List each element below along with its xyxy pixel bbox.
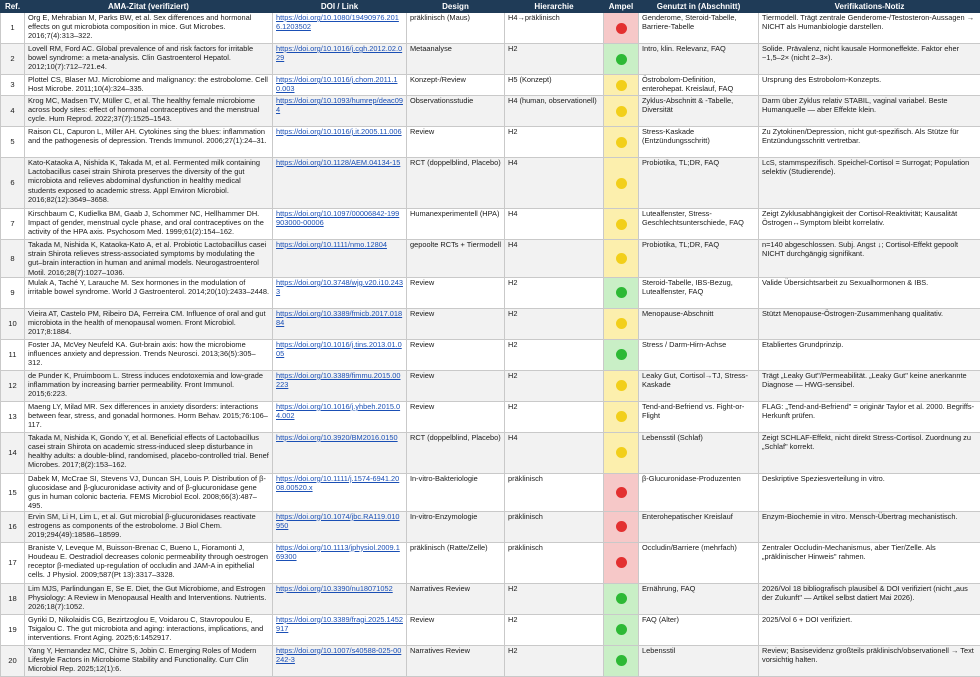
traffic-light-cell (604, 511, 639, 542)
table-row (1, 542, 980, 583)
hierarchy-cell: H5 (Konzept) (505, 75, 604, 96)
used-in-cell: Leaky Gut, Cortisol→TJ, Stress-Kaskade (639, 370, 759, 401)
doi-link[interactable]: https://doi.org/10.1093/humrep/deac094 (273, 96, 407, 127)
doi-link[interactable]: https://doi.org/10.1016/j.it.2005.11.006 (273, 127, 407, 158)
ref-cell: 12 (1, 370, 25, 401)
verification-note-cell: Zeigt Zyklusabhängigkeit der Cortisol-Reaktivität; Kausalität Östrogen↔Symptom bleibt korrelativ. (759, 209, 980, 240)
col-header-hierarchy: Hierarchie (505, 1, 604, 13)
table-row (1, 339, 980, 370)
ref-cell: 19 (1, 614, 25, 645)
design-cell: Konzept-/Review (407, 75, 505, 96)
col-header-used: Genutzt in (Abschnitt) (639, 1, 759, 13)
hierarchy-cell: H4 (human, observationell) (505, 96, 604, 127)
citation-cell: Kirschbaum C, Kudielka BM, Gaab J, Schommer NC, Hellhammer DH. Impact of gender, menstrual cycle phase, and oral contraceptives on the activity of the HPA axis. Psychosom Med. 1999;61(2):154–162. (25, 209, 273, 240)
design-cell: Humanexperimentell (HPA) (407, 209, 505, 240)
design-cell: In-vitro-Bakteriologie (407, 473, 505, 511)
verification-note-cell: Zu Zytokinen/Depression, nicht gut-spezifisch. Als Stütze für Entzündungsschritt vertretbar. (759, 127, 980, 158)
citation-cell: Lim MJS, Parlindungan E, Se E. Diet, the Gut Microbiome, and Estrogen Physiology: A Review in Menopausal Health and Interventions. Nutrients. 2026;18(7):1052. (25, 583, 273, 614)
citation-cell: Maeng LY, Milad MR. Sex differences in anxiety disorders: interactions between fear, stress, and gonadal hormones. Horm Behav. 2015;76:106–117. (25, 401, 273, 432)
citation-cell: Takada M, Nishida K, Kataoka-Kato A, et al. Probiotic Lactobacillus casei strain Shirota relieves stress-associated symptoms by modulating the gut–brain interaction in human and animal models. Neurogastroenterol Motil. 2016;28(7):1027–1036. (25, 240, 273, 278)
citation-cell: Ervin SM, Li H, Lim L, et al. Gut microbial β-glucuronidases reactivate estrogens as components of the estrobolome. J Biol Chem. 2019;294(49):18586–18599. (25, 511, 273, 542)
traffic-light-cell (604, 401, 639, 432)
doi-link[interactable]: https://doi.org/10.3389/fragi.2025.1452917 (273, 614, 407, 645)
traffic-light-cell (604, 13, 639, 44)
doi-link[interactable]: https://doi.org/10.1016/j.cgh.2012.02.029 (273, 44, 407, 75)
citation-cell: Org E, Mehrabian M, Parks BW, et al. Sex differences and hormonal effects on gut microbiota composition in mice. Gut Microbes. 2016;7(4):313–322. (25, 13, 273, 44)
design-cell: gepoolte RCTs + Tiermodell (407, 240, 505, 278)
col-header-note: Verifikations-Notiz (759, 1, 980, 13)
design-cell: Metaanalyse (407, 44, 505, 75)
doi-link[interactable]: https://doi.org/10.3389/fmicb.2017.01884 (273, 308, 407, 339)
used-in-cell: Lebensstil (Schlaf) (639, 432, 759, 473)
traffic-light-cell (604, 277, 639, 308)
verification-note-cell: Darm über Zyklus relativ STABIL, vaginal variabel. Beste Humanquelle — aber Effekte klein. (759, 96, 980, 127)
traffic-light-yellow-icon (616, 411, 627, 422)
doi-link[interactable]: https://doi.org/10.1080/19490976.2016.1203502 (273, 13, 407, 44)
hierarchy-cell: H2 (505, 44, 604, 75)
ref-cell: 1 (1, 13, 25, 44)
verification-note-cell: n=140 abgeschlossen. Subj. Angst ↓; Cortisol-Effekt gepoolt NICHT durchgängig signifikant. (759, 240, 980, 278)
traffic-light-cell (604, 44, 639, 75)
hierarchy-cell: H2 (505, 308, 604, 339)
traffic-light-cell (604, 583, 639, 614)
traffic-light-red-icon (616, 521, 627, 532)
hierarchy-cell: H2 (505, 277, 604, 308)
verification-note-cell: Enzym-Biochemie in vitro. Mensch-Übertrag mechanistisch. (759, 511, 980, 542)
verification-note-cell: Zeigt SCHLAF-Effekt, nicht direkt Stress-Cortisol. Zuordnung zu „Schlaf" korrekt. (759, 432, 980, 473)
traffic-light-yellow-icon (616, 253, 627, 264)
traffic-light-cell (604, 158, 639, 209)
verification-note-cell: 2025/Vol 6 + DOI verifiziert. (759, 614, 980, 645)
hierarchy-cell: H4 (505, 209, 604, 240)
table-row (1, 614, 980, 645)
design-cell: Observationsstudie (407, 96, 505, 127)
verification-note-cell: 2026/Vol 18 bibliografisch plausibel & DOI verifiziert (nicht „aus der Zukunft" — Artikel selbst datiert Mai 2026). (759, 583, 980, 614)
table-row (1, 44, 980, 75)
used-in-cell: Genderome, Steroid-Tabelle, Barriere-Tabelle (639, 13, 759, 44)
doi-link[interactable]: https://doi.org/10.3920/BM2016.0150 (273, 432, 407, 473)
table-row (1, 240, 980, 278)
doi-link[interactable]: https://doi.org/10.1016/j.tins.2013.01.005 (273, 339, 407, 370)
doi-link[interactable]: https://doi.org/10.1016/j.chom.2011.10.003 (273, 75, 407, 96)
ref-cell: 5 (1, 127, 25, 158)
traffic-light-yellow-icon (616, 106, 627, 117)
hierarchy-cell: H2 (505, 645, 604, 676)
design-cell: Review (407, 308, 505, 339)
used-in-cell: Östrobolom-Definition, enterohepat. Kreislauf, FAQ (639, 75, 759, 96)
ref-cell: 2 (1, 44, 25, 75)
traffic-light-cell (604, 473, 639, 511)
doi-link[interactable]: https://doi.org/10.1128/AEM.04134-15 (273, 158, 407, 209)
verification-note-cell: Stützt Menopause-Östrogen-Zusammenhang qualitativ. (759, 308, 980, 339)
design-cell: Review (407, 127, 505, 158)
verification-note-cell: Tiermodell. Trägt zentrale Genderome-/Testosteron-Aussagen → NICHT als Humanbiologie darstellen. (759, 13, 980, 44)
citation-cell: Lovell RM, Ford AC. Global prevalence of and risk factors for irritable bowel syndrome: a meta-analysis. Clin Gastroenterol Hepatol. 2012;10(7):712–721.e4. (25, 44, 273, 75)
traffic-light-cell (604, 240, 639, 278)
used-in-cell: Lutealfenster, Stress-Geschlechtsunterschiede, FAQ (639, 209, 759, 240)
col-header-ref: Ref. (1, 1, 25, 13)
table-row (1, 96, 980, 127)
ref-cell: 9 (1, 277, 25, 308)
used-in-cell: Menopause-Abschnitt (639, 308, 759, 339)
col-header-ampel: Ampel (604, 1, 639, 13)
traffic-light-cell (604, 127, 639, 158)
hierarchy-cell: präklinisch (505, 511, 604, 542)
doi-link[interactable]: https://doi.org/10.3748/wjg.v20.i10.2433 (273, 277, 407, 308)
ref-cell: 7 (1, 209, 25, 240)
doi-link[interactable]: https://doi.org/10.1074/jbc.RA119.010950 (273, 511, 407, 542)
ref-cell: 4 (1, 96, 25, 127)
traffic-light-cell (604, 209, 639, 240)
table-row (1, 645, 980, 676)
design-cell: Review (407, 277, 505, 308)
ref-cell: 11 (1, 339, 25, 370)
used-in-cell: Probiotika, TL;DR, FAQ (639, 158, 759, 209)
hierarchy-cell: H4 (505, 432, 604, 473)
design-cell: Narratives Review (407, 645, 505, 676)
citation-cell: Vieira AT, Castelo PM, Ribeiro DA, Ferreira CM. Influence of oral and gut microbiota in the health of menopausal women. Front Microbiol. 2017;8:1884. (25, 308, 273, 339)
table-row (1, 401, 980, 432)
verification-note-cell: Solide. Prävalenz, nicht kausale Hormoneffekte. Faktor eher ~1,5–2× (nicht 2–3×). (759, 44, 980, 75)
used-in-cell: Stress / Darm-Hirn-Achse (639, 339, 759, 370)
traffic-light-green-icon (616, 287, 627, 298)
verification-note-cell: Zentraler Occludin-Mechanismus, aber Tier/Zelle. Als „präklinischer Hinweis" rahmen. (759, 542, 980, 583)
citation-cell: Foster JA, McVey Neufeld KA. Gut-brain axis: how the microbiome influences anxiety and depression. Trends Neurosci. 2013;36(5):305–312. (25, 339, 273, 370)
table-row (1, 277, 980, 308)
traffic-light-red-icon (616, 487, 627, 498)
hierarchy-cell: H2 (505, 370, 604, 401)
design-cell: In-vitro-Enzymologie (407, 511, 505, 542)
used-in-cell: Enterohepatischer Kreislauf (639, 511, 759, 542)
traffic-light-cell (604, 432, 639, 473)
table-row (1, 209, 980, 240)
traffic-light-yellow-icon (616, 178, 627, 189)
traffic-light-cell (604, 339, 639, 370)
design-cell: Narratives Review (407, 583, 505, 614)
traffic-light-cell (604, 645, 639, 676)
traffic-light-yellow-icon (616, 219, 627, 230)
citation-cell: Kato-Kataoka A, Nishida K, Takada M, et al. Fermented milk containing Lactobacillus casei strain Shirota preserves the diversity of the gut microbiota and relieves abdominal dysfunction in healthy medical students exposed to academic stress. Appl Environ Microbiol. 2016;82(12):3649–3658. (25, 158, 273, 209)
traffic-light-cell (604, 542, 639, 583)
header-row (1, 1, 980, 13)
ref-cell: 8 (1, 240, 25, 278)
traffic-light-yellow-icon (616, 80, 627, 91)
traffic-light-red-icon (616, 557, 627, 568)
table-row (1, 583, 980, 614)
ref-cell: 6 (1, 158, 25, 209)
citation-cell: Raison CL, Capuron L, Miller AH. Cytokines sing the blues: inflammation and the pathogenesis of depression. Trends Immunol. 2006;27(1):24–31. (25, 127, 273, 158)
traffic-light-yellow-icon (616, 137, 627, 148)
doi-link[interactable]: https://doi.org/10.3390/nu18071052 (273, 583, 407, 614)
doi-link[interactable]: https://doi.org/10.3389/fimmu.2015.00223 (273, 370, 407, 401)
doi-link[interactable]: https://doi.org/10.1113/jphysiol.2009.169300 (273, 542, 407, 583)
traffic-light-cell (604, 96, 639, 127)
verification-note-cell: Trägt „Leaky Gut"/Permeabilität. „Leaky Gut" keine anerkannte Diagnose — HWG-sensibel. (759, 370, 980, 401)
used-in-cell: Lebensstil (639, 645, 759, 676)
traffic-light-yellow-icon (616, 318, 627, 329)
used-in-cell: Steroid-Tabelle, IBS-Bezug, Lutealfenster, FAQ (639, 277, 759, 308)
ref-cell: 10 (1, 308, 25, 339)
hierarchy-cell: H2 (505, 583, 604, 614)
used-in-cell: Intro, klin. Relevanz, FAQ (639, 44, 759, 75)
table-row (1, 473, 980, 511)
doi-link[interactable]: https://doi.org/10.1111/j.1574-6941.2008.00520.x (273, 473, 407, 511)
table-row (1, 370, 980, 401)
hierarchy-cell: H4 (505, 240, 604, 278)
traffic-light-yellow-icon (616, 447, 627, 458)
traffic-light-cell (604, 308, 639, 339)
verification-note-cell: Ursprung des Estrobolom-Konzepts. (759, 75, 980, 96)
traffic-light-yellow-icon (616, 380, 627, 391)
traffic-light-green-icon (616, 593, 627, 604)
doi-link[interactable]: https://doi.org/10.1007/s40588-025-00242-3 (273, 645, 407, 676)
design-cell: Review (407, 339, 505, 370)
table-row (1, 158, 980, 209)
hierarchy-cell: H4 (505, 158, 604, 209)
hierarchy-cell: präklinisch (505, 473, 604, 511)
traffic-light-cell (604, 75, 639, 96)
verification-note-cell: Review; Basisevidenz großteils präklinisch/observationell → Text vorsichtig halten. (759, 645, 980, 676)
ref-cell: 18 (1, 583, 25, 614)
citation-cell: Gyriki D, Nikolaidis CG, Bezirtzoglou E, Voidarou C, Stavropoulou E, Tsigalou C. The gut microbiota and aging: interactions, implications, and interventions. Front Aging. 2025;6:1452917. (25, 614, 273, 645)
table-row (1, 75, 980, 96)
citation-cell: Krog MC, Madsen TV, Müller C, et al. The healthy female microbiome across body sites: effect of hormonal contraceptives and the menstrual cycle. Hum Reprod. 2022;37(7):1525–1543. (25, 96, 273, 127)
hierarchy-cell: präklinisch (505, 542, 604, 583)
ref-cell: 20 (1, 645, 25, 676)
table-row (1, 432, 980, 473)
citation-cell: Yang Y, Hernandez MC, Chitre S, Jobin C. Emerging Roles of Modern Lifestyle Factors in Microbiome Stability and Functionality. Curr Clin Microbiol Rep. 2025;12(1):6. (25, 645, 273, 676)
citation-cell: de Punder K, Pruimboom L. Stress induces endotoxemia and low-grade inflammation by increasing barrier permeability. Front Immunol. 2015;6:223. (25, 370, 273, 401)
used-in-cell: β-Glucuronidase-Produzenten (639, 473, 759, 511)
verification-note-cell: Valide Übersichtsarbeit zu Sexualhormonen & IBS. (759, 277, 980, 308)
used-in-cell: Stress-Kaskade (Entzündungsschritt) (639, 127, 759, 158)
ref-cell: 13 (1, 401, 25, 432)
doi-link[interactable]: https://doi.org/10.1111/nmo.12804 (273, 240, 407, 278)
col-header-doi: DOI / Link (273, 1, 407, 13)
ref-cell: 16 (1, 511, 25, 542)
verification-note-cell: FLAG: „Tend-and-Befriend" = originär Taylor et al. 2000. Begriffs-Herkunft prüfen. (759, 401, 980, 432)
design-cell: RCT (doppelblind, Placebo) (407, 158, 505, 209)
traffic-light-green-icon (616, 655, 627, 666)
hierarchy-cell: H2 (505, 339, 604, 370)
used-in-cell: Ernährung, FAQ (639, 583, 759, 614)
col-header-ama: AMA-Zitat (verifiziert) (25, 1, 273, 13)
design-cell: Review (407, 614, 505, 645)
hierarchy-cell: H2 (505, 614, 604, 645)
design-cell: Review (407, 370, 505, 401)
verification-note-cell: LcS, stammspezifisch. Speichel-Cortisol = Surrogat; Population selektiv (Studierende). (759, 158, 980, 209)
ref-cell: 14 (1, 432, 25, 473)
doi-link[interactable]: https://doi.org/10.1097/00006842-199903000-00006 (273, 209, 407, 240)
col-header-design: Design (407, 1, 505, 13)
table-row (1, 13, 980, 44)
design-cell: Review (407, 401, 505, 432)
citation-cell: Takada M, Nishida K, Gondo Y, et al. Beneficial effects of Lactobacillus casei strain Shirota on academic stress-induced sleep disturbance in healthy adults: a double-blind, randomised, placebo-controlled trial. Benef Microbes. 2017;8(2):153–162. (25, 432, 273, 473)
ref-cell: 15 (1, 473, 25, 511)
table-row (1, 308, 980, 339)
used-in-cell: Zyklus-Abschnitt & -Tabelle, Diversität (639, 96, 759, 127)
citation-cell: Plottel CS, Blaser MJ. Microbiome and malignancy: the estrobolome. Cell Host Microbe. 2011;10(4):324–335. (25, 75, 273, 96)
design-cell: präklinisch (Ratte/Zelle) (407, 542, 505, 583)
traffic-light-green-icon (616, 349, 627, 360)
traffic-light-red-icon (616, 23, 627, 34)
traffic-light-green-icon (616, 54, 627, 65)
used-in-cell: FAQ (Alter) (639, 614, 759, 645)
used-in-cell: Probiotika, TL;DR, FAQ (639, 240, 759, 278)
doi-link[interactable]: https://doi.org/10.1016/j.yhbeh.2015.04.002 (273, 401, 407, 432)
used-in-cell: Occludin/Barriere (mehrfach) (639, 542, 759, 583)
citation-cell: Dabek M, McCrae SI, Stevens VJ, Duncan SH, Louis P. Distribution of β-glucosidase and β-glucuronidase activity and of β-glucuronidase gene gus in human colonic bacteria. FEMS Microbiol Ecol. 2008;66(3):487–495. (25, 473, 273, 511)
design-cell: präklinisch (Maus) (407, 13, 505, 44)
used-in-cell: Tend-and-Befriend vs. Fight-or-Flight (639, 401, 759, 432)
traffic-light-cell (604, 614, 639, 645)
hierarchy-cell: H2 (505, 401, 604, 432)
table-row (1, 127, 980, 158)
hierarchy-cell: H2 (505, 127, 604, 158)
table-row (1, 511, 980, 542)
verification-note-cell: Etabliertes Grundprinzip. (759, 339, 980, 370)
citation-cell: Braniste V, Leveque M, Buisson-Brenac C, Bueno L, Fioramonti J, Houdeau E. Oestradiol decreases colonic permeability through oestrogen receptor β-mediated up-regulation of occludin and JAM-A in epithelial cells. J Physiol. 2009;587(Pt 13):3317–3328. (25, 542, 273, 583)
ref-cell: 17 (1, 542, 25, 583)
ref-cell: 3 (1, 75, 25, 96)
hierarchy-cell: H4→präklinisch (505, 13, 604, 44)
traffic-light-cell (604, 370, 639, 401)
citation-cell: Mulak A, Taché Y, Larauche M. Sex hormones in the modulation of irritable bowel syndrome. World J Gastroenterol. 2014;20(10):2433–2448. (25, 277, 273, 308)
design-cell: RCT (doppelblind, Placebo) (407, 432, 505, 473)
verification-note-cell: Deskriptive Speziesverteilung in vitro. (759, 473, 980, 511)
traffic-light-green-icon (616, 624, 627, 635)
